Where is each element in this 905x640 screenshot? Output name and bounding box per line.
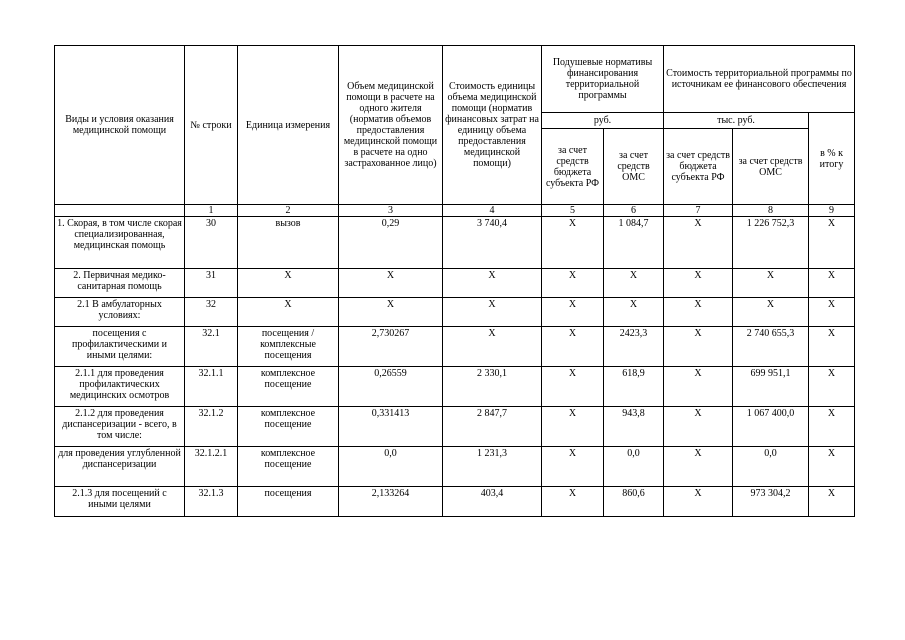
row-program-oms: Х [733, 269, 809, 298]
column-number: 1 [185, 205, 238, 217]
row-unit: комплексное посещение [238, 367, 339, 407]
row-line-number: 32.1.2.1 [185, 447, 238, 487]
row-per-capita-budget: Х [542, 487, 604, 517]
row-volume: 0,26559 [339, 367, 443, 407]
header-percent: в % к итогу [809, 113, 855, 205]
header-budget: за счет средств бюджета субъекта РФ [542, 129, 604, 205]
row-program-oms: 1 226 752,3 [733, 217, 809, 269]
column-number: 9 [809, 205, 855, 217]
row-unit-cost: 2 847,7 [443, 407, 542, 447]
row-per-capita-oms: Х [604, 269, 664, 298]
row-per-capita-oms: 943,8 [604, 407, 664, 447]
row-unit: вызов [238, 217, 339, 269]
row-program-oms: 699 951,1 [733, 367, 809, 407]
row-percent: Х [809, 269, 855, 298]
table-row [55, 298, 855, 327]
header-unit-cost: Стоимость единицы объема медицинской помощи (норматив финансовых затрат на единицу объема предоставления медицинской помощи) [443, 46, 542, 205]
column-number: 2 [238, 205, 339, 217]
row-unit-cost: 2 330,1 [443, 367, 542, 407]
row-volume: 2,730267 [339, 327, 443, 367]
row-percent: Х [809, 487, 855, 517]
column-number: 7 [664, 205, 733, 217]
row-unit-cost: Х [443, 298, 542, 327]
header-budget-2: за счет средств бюджета субъекта РФ [664, 129, 733, 205]
header-per-capita: Подушевые нормативы финансирования территориальной программы [542, 46, 664, 113]
row-per-capita-budget: Х [542, 217, 604, 269]
column-number: 5 [542, 205, 604, 217]
row-program-oms: 1 067 400,0 [733, 407, 809, 447]
column-number-row [55, 205, 855, 217]
row-per-capita-oms: 1 084,7 [604, 217, 664, 269]
row-volume: Х [339, 298, 443, 327]
row-line-number: 31 [185, 269, 238, 298]
row-per-capita-oms: 618,9 [604, 367, 664, 407]
row-per-capita-budget: Х [542, 269, 604, 298]
row-percent: Х [809, 407, 855, 447]
table-row [55, 407, 855, 447]
row-percent: Х [809, 327, 855, 367]
table-row [55, 327, 855, 367]
header-program-cost: Стоимость территориальной программы по источникам ее финансового обеспечения [664, 46, 855, 113]
row-unit: Х [238, 298, 339, 327]
row-volume: 0,29 [339, 217, 443, 269]
row-program-budget: Х [664, 217, 733, 269]
row-unit: посещения / комплексные посещения [238, 327, 339, 367]
row-unit-cost: 403,4 [443, 487, 542, 517]
financing-table [54, 45, 855, 517]
column-number-blank [55, 205, 185, 217]
row-name: 1. Скорая, в том числе скорая специализированная, медицинская помощь [55, 217, 185, 269]
row-per-capita-budget: Х [542, 298, 604, 327]
row-unit: посещения [238, 487, 339, 517]
row-program-budget: Х [664, 298, 733, 327]
header-unit: Единица измерения [238, 46, 339, 205]
row-per-capita-oms: 0,0 [604, 447, 664, 487]
row-program-budget: Х [664, 269, 733, 298]
row-program-oms: 0,0 [733, 447, 809, 487]
row-line-number: 32.1 [185, 327, 238, 367]
column-number: 6 [604, 205, 664, 217]
header-thous-rub: тыс. руб. [664, 113, 809, 129]
row-program-budget: Х [664, 327, 733, 367]
row-percent: Х [809, 447, 855, 487]
row-unit: комплексное посещение [238, 447, 339, 487]
header-types: Виды и условия оказания медицинской помощи [55, 46, 185, 205]
header-oms-2: за счет средств ОМС [733, 129, 809, 205]
row-program-oms: 973 304,2 [733, 487, 809, 517]
row-name: для проведения углубленной диспансеризации [55, 447, 185, 487]
row-line-number: 32.1.1 [185, 367, 238, 407]
row-unit-cost: 1 231,3 [443, 447, 542, 487]
row-per-capita-budget: Х [542, 407, 604, 447]
table-row [55, 217, 855, 269]
row-program-budget: Х [664, 447, 733, 487]
table-row [55, 367, 855, 407]
column-number: 4 [443, 205, 542, 217]
row-name: 2.1.2 для проведения диспансеризации - всего, в том числе: [55, 407, 185, 447]
column-number: 8 [733, 205, 809, 217]
row-percent: Х [809, 298, 855, 327]
column-number: 3 [339, 205, 443, 217]
header-line-number: № строки [185, 46, 238, 205]
row-program-oms: Х [733, 298, 809, 327]
row-line-number: 32 [185, 298, 238, 327]
row-unit-cost: Х [443, 269, 542, 298]
row-per-capita-oms: 860,6 [604, 487, 664, 517]
row-name: 2.1 В амбулаторных условиях: [55, 298, 185, 327]
row-unit-cost: 3 740,4 [443, 217, 542, 269]
row-volume: 0,331413 [339, 407, 443, 447]
row-program-budget: Х [664, 407, 733, 447]
header-rub: руб. [542, 113, 664, 129]
row-name: 2.1.1 для проведения профилактических медицинских осмотров [55, 367, 185, 407]
row-per-capita-oms: 2423,3 [604, 327, 664, 367]
row-percent: Х [809, 217, 855, 269]
row-line-number: 32.1.3 [185, 487, 238, 517]
row-per-capita-oms: Х [604, 298, 664, 327]
row-unit: комплексное посещение [238, 407, 339, 447]
row-name: посещения с профилактическими и иными целями: [55, 327, 185, 367]
row-percent: Х [809, 367, 855, 407]
row-program-budget: Х [664, 487, 733, 517]
row-line-number: 30 [185, 217, 238, 269]
row-program-budget: Х [664, 367, 733, 407]
row-per-capita-budget: Х [542, 327, 604, 367]
row-name: 2.1.3 для посещений с иными целями [55, 487, 185, 517]
table-row [55, 487, 855, 517]
table-row [55, 447, 855, 487]
row-volume: 0,0 [339, 447, 443, 487]
header-volume: Объем медицинской помощи в расчете на одного жителя (норматив объемов предоставления медицинской помощи в расчете на одно застрахованное лицо) [339, 46, 443, 205]
row-unit-cost: Х [443, 327, 542, 367]
row-program-oms: 2 740 655,3 [733, 327, 809, 367]
row-volume: 2,133264 [339, 487, 443, 517]
row-name: 2. Первичная медико-санитарная помощь [55, 269, 185, 298]
row-unit: Х [238, 269, 339, 298]
row-volume: Х [339, 269, 443, 298]
row-line-number: 32.1.2 [185, 407, 238, 447]
row-per-capita-budget: Х [542, 447, 604, 487]
table-row [55, 269, 855, 298]
row-per-capita-budget: Х [542, 367, 604, 407]
header-oms: за счет средств ОМС [604, 129, 664, 205]
